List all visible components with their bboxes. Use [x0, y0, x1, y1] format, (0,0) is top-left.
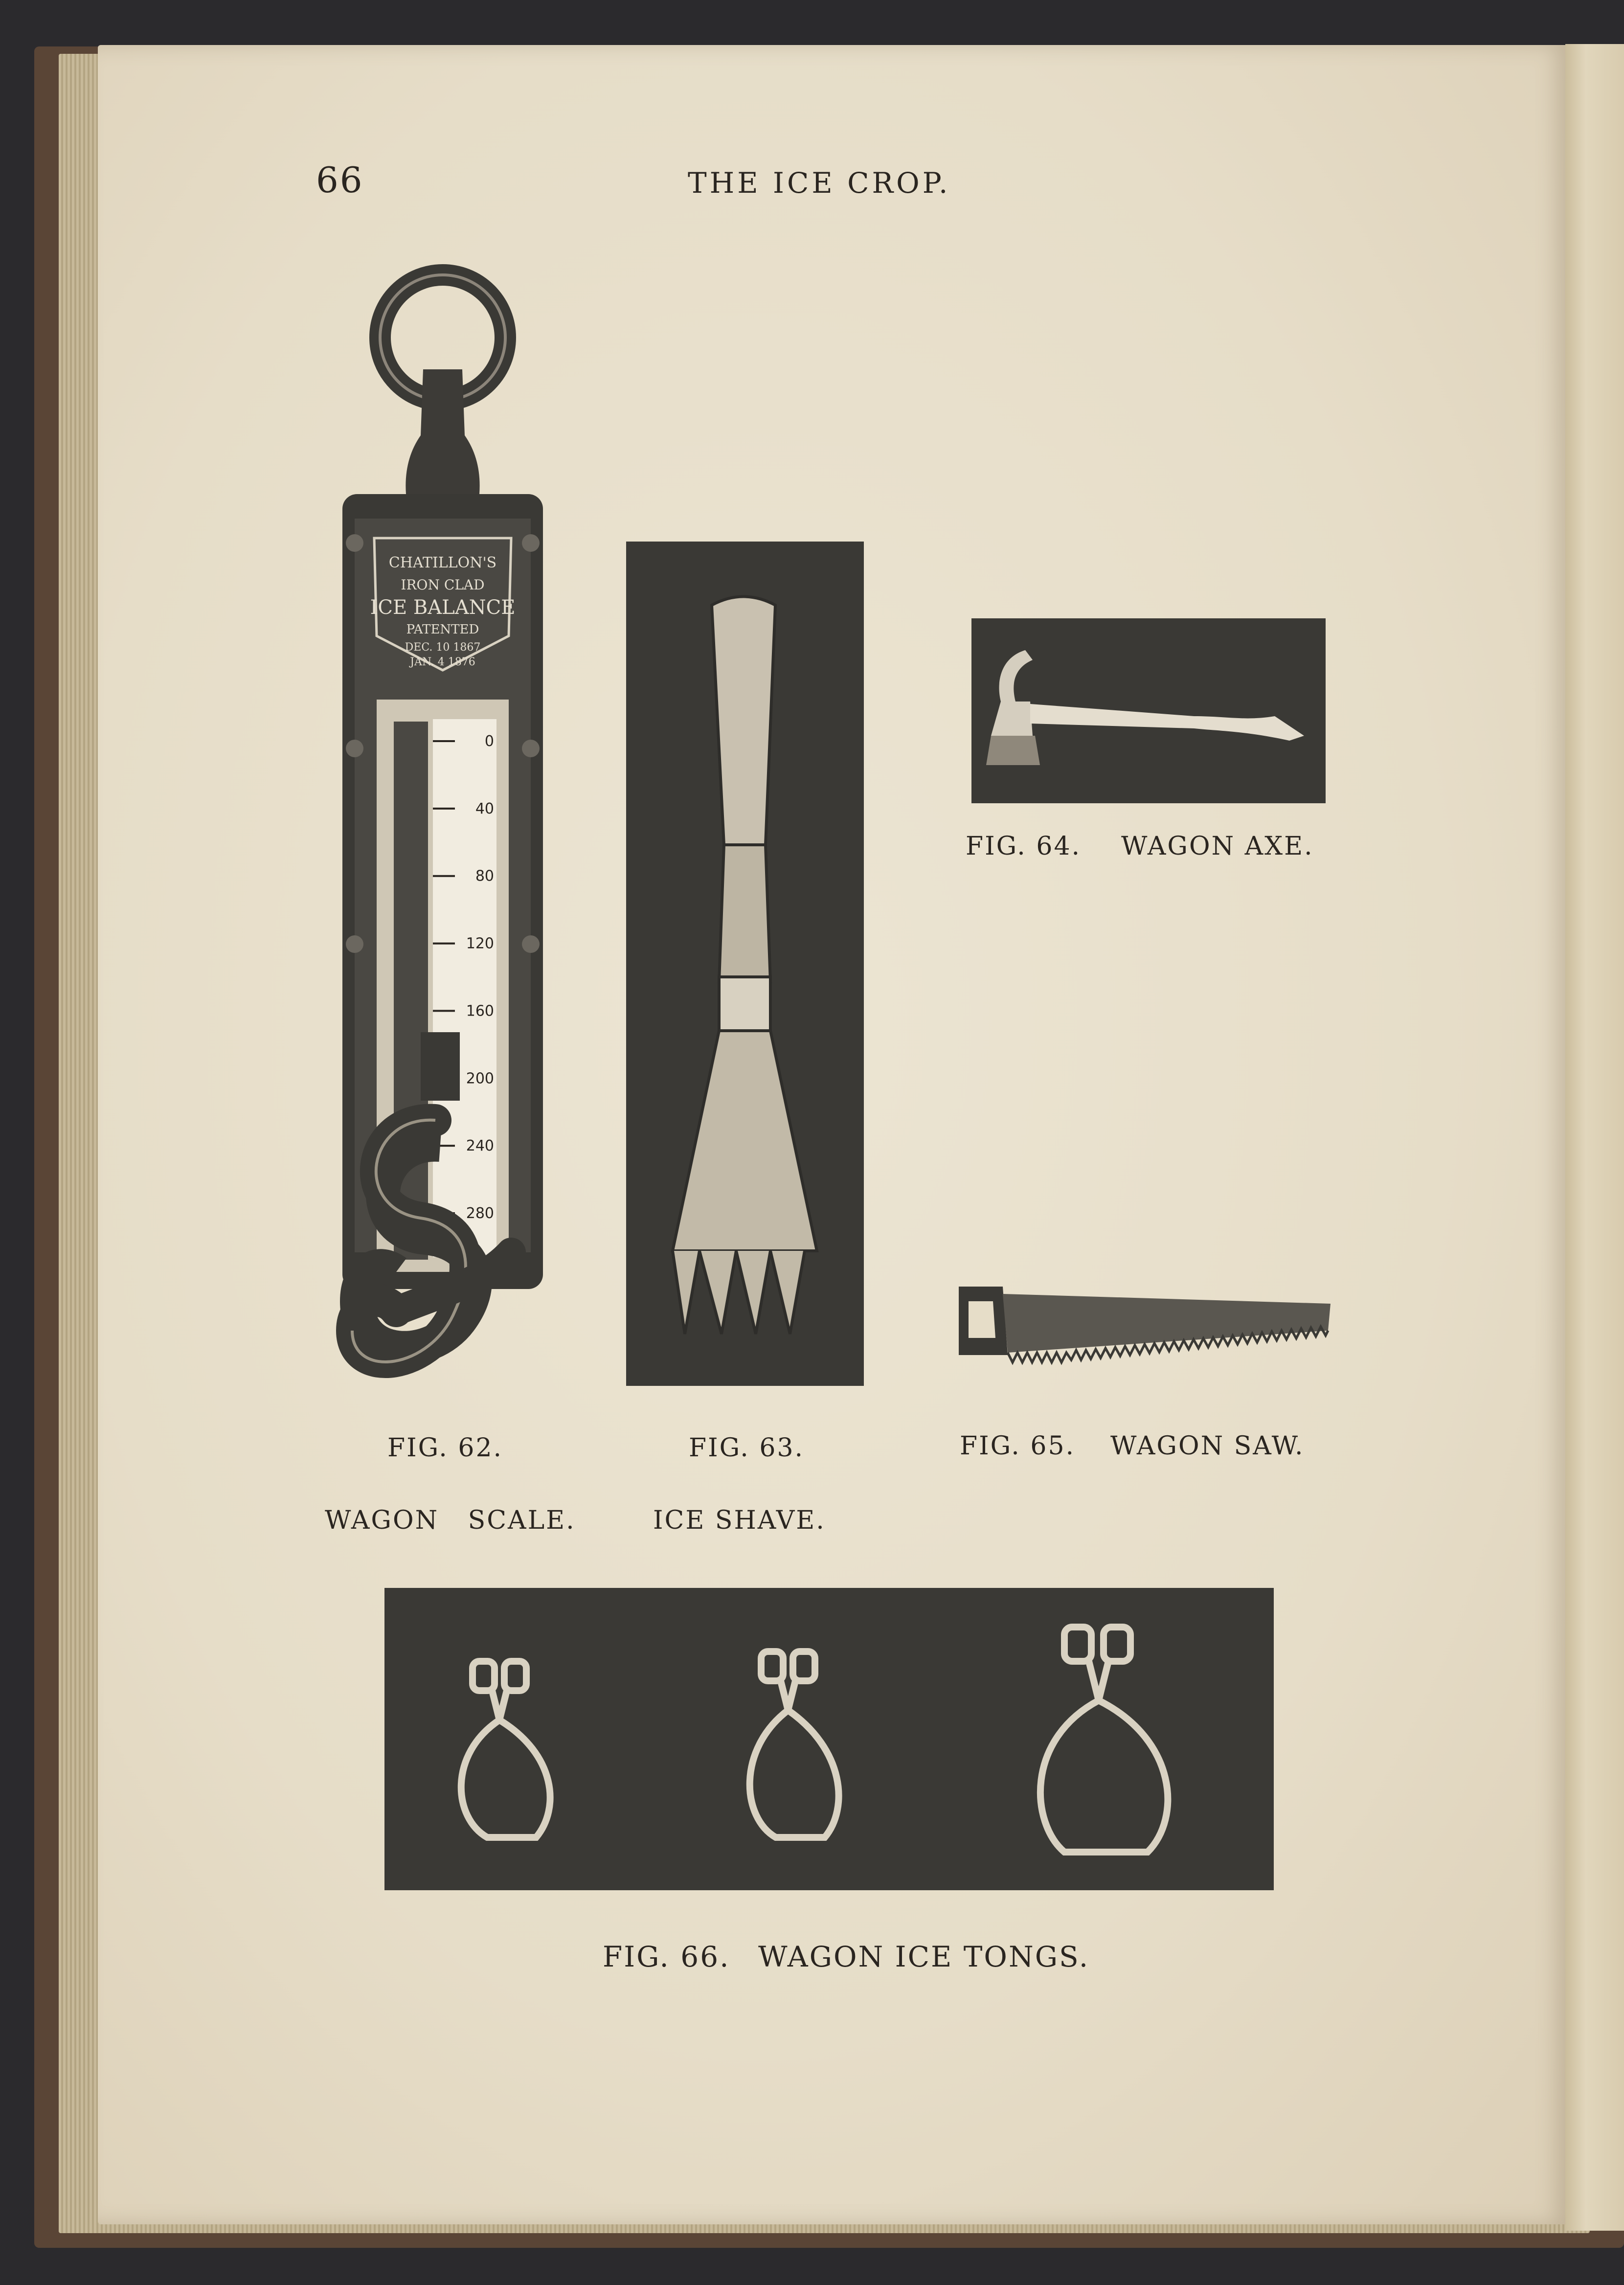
ice-shave-illustration: [626, 542, 864, 1386]
wagon-saw-illustration: [949, 1282, 1335, 1375]
scale-plate-line4: PATENTED: [406, 622, 479, 637]
fig65-caption: WAGON SAW.: [1110, 1431, 1305, 1461]
scale-plate-line3: ICE BALANCE: [370, 596, 516, 619]
tong-3: [1040, 1627, 1168, 1852]
fig66-label: FIG. 66.: [603, 1940, 730, 1973]
fig63-caption: ICE SHAVE.: [653, 1506, 826, 1535]
wagon-scale-hook: [323, 1106, 558, 1419]
fig63-label: FIG. 63.: [689, 1433, 805, 1463]
scale-tick-label: 40: [475, 800, 494, 817]
scale-plate-line5: DEC. 10 1867: [405, 641, 481, 654]
fig66-caption: WAGON ICE TONGS.: [758, 1940, 1090, 1973]
tong-1: [461, 1661, 550, 1837]
fig64-caption: WAGON AXE.: [1121, 832, 1314, 861]
ice-tongs-illustration: [384, 1588, 1274, 1890]
running-title: THE ICE CROP.: [688, 166, 951, 200]
scale-tick-label: 280: [466, 1205, 494, 1222]
scale-plate-line2: IRON CLAD: [401, 577, 485, 593]
scale-plate-line6: JAN. 4 1876: [410, 656, 475, 668]
next-page-edge: [1565, 44, 1624, 2231]
scale-tick-label: 200: [466, 1070, 494, 1087]
scale-plate-line1: CHATILLON'S: [388, 554, 497, 571]
wagon-axe-illustration: [971, 618, 1326, 803]
fig62-label: FIG. 62.: [387, 1433, 503, 1463]
fig64-label: FIG. 64.: [966, 832, 1082, 861]
fig62-caption: WAGON SCALE.: [325, 1506, 576, 1535]
scale-tick-label: 120: [466, 935, 494, 952]
scale-tick-label: 240: [466, 1137, 494, 1155]
scale-tick-label: 160: [466, 1002, 494, 1020]
tong-2: [750, 1652, 839, 1837]
page-number: 66: [316, 159, 364, 201]
fig65-label: FIG. 65.: [960, 1431, 1076, 1461]
scale-tick-label: 0: [484, 733, 494, 750]
scale-tick-label: 80: [475, 867, 494, 885]
